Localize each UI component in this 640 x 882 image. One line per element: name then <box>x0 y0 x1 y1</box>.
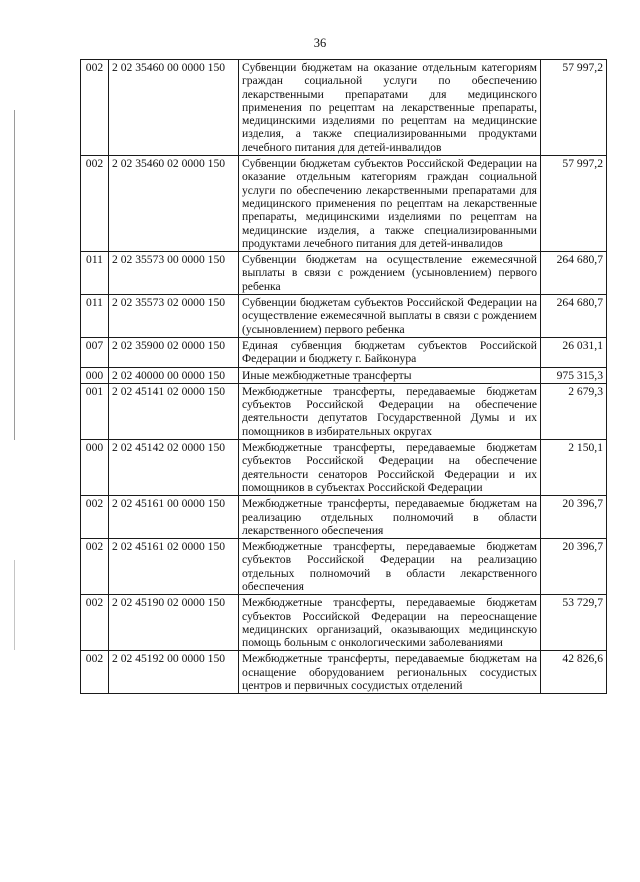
table-row <box>81 595 607 651</box>
amount-cell: 20 396,7 <box>541 539 607 595</box>
amount-cell: 26 031,1 <box>541 337 607 367</box>
income-name-cell: Иные межбюджетные трансферты <box>239 367 541 383</box>
admin-code-cell: 011 <box>81 252 109 295</box>
amount-cell: 20 396,7 <box>541 496 607 539</box>
income-name-cell: Субвенции бюджетам на осуществление ежемесячной выплаты в связи с рождением (усыновлением) первого ребенка <box>239 252 541 295</box>
income-name-cell: Межбюджетные трансферты, передаваемые бюджетам на оснащение оборудованием региональных сосудистых центров и первичных сосудистых отделений <box>239 651 541 694</box>
income-name-cell: Субвенции бюджетам субъектов Российской Федерации на осуществление ежемесячной выплаты в связи с рождением (усыновлением) первого ребенка <box>239 295 541 338</box>
amount-cell: 57 997,2 <box>541 156 607 252</box>
admin-code-cell: 000 <box>81 367 109 383</box>
admin-code-cell: 011 <box>81 295 109 338</box>
table-row <box>81 383 607 439</box>
budget-code-cell: 2 02 35900 02 0000 150 <box>109 337 239 367</box>
income-name-cell: Единая субвенция бюджетам субъектов Российской Федерации и бюджету г. Байконура <box>239 337 541 367</box>
budget-code-cell: 2 02 45161 00 0000 150 <box>109 496 239 539</box>
table-row <box>81 60 607 156</box>
admin-code-cell: 002 <box>81 60 109 156</box>
table-row <box>81 496 607 539</box>
income-name-cell: Межбюджетные трансферты, передаваемые бюджетам субъектов Российской Федерации на обеспечение деятельности депутатов Государственной Думы и их помощников в избирательных округах <box>239 383 541 439</box>
admin-code-cell: 007 <box>81 337 109 367</box>
scan-mark-left-lower <box>14 560 15 650</box>
income-name-cell: Межбюджетные трансферты, передаваемые бюджетам на реализацию отдельных полномочий в области лекарственного обеспечения <box>239 496 541 539</box>
income-name-cell: Межбюджетные трансферты, передаваемые бюджетам субъектов Российской Федерации на реализацию отдельных полномочий в области лекарственного обеспечения <box>239 539 541 595</box>
income-name-cell: Субвенции бюджетам на оказание отдельным категориям граждан социальной услуги по обеспечению лекарственными препаратами для медицинского применения по рецептам на лекарственные препараты, медицинскими изделиями по рецептам на медицинские изделия, а также специализированными продуктами лечебного питания для детей-инвалидов <box>239 60 541 156</box>
amount-cell: 57 997,2 <box>541 60 607 156</box>
admin-code-cell: 002 <box>81 156 109 252</box>
amount-cell: 2 679,3 <box>541 383 607 439</box>
budget-code-cell: 2 02 45161 02 0000 150 <box>109 539 239 595</box>
budget-code-cell: 2 02 35460 02 0000 150 <box>109 156 239 252</box>
income-name-cell: Субвенции бюджетам субъектов Российской Федерации на оказание отдельным категориям граждан социальной услуги по обеспечению лекарственными препаратами для медицинского применения по рецептам на лекарственные препараты, медицинскими изделиями по рецептам на медицинские изделия, а также специализированными продуктами лечебного питания для детей-инвалидов <box>239 156 541 252</box>
table-row <box>81 367 607 383</box>
amount-cell: 42 826,6 <box>541 651 607 694</box>
table-row <box>81 295 607 338</box>
amount-cell: 2 150,1 <box>541 440 607 496</box>
table-row <box>81 156 607 252</box>
table-row <box>81 252 607 295</box>
amount-cell: 53 729,7 <box>541 595 607 651</box>
admin-code-cell: 002 <box>81 595 109 651</box>
admin-code-cell: 002 <box>81 496 109 539</box>
budget-table <box>80 59 607 694</box>
table-row <box>81 539 607 595</box>
admin-code-cell: 002 <box>81 539 109 595</box>
page-number: 36 <box>313 36 327 50</box>
amount-cell: 975 315,3 <box>541 367 607 383</box>
table-row <box>81 337 607 367</box>
admin-code-cell: 002 <box>81 651 109 694</box>
budget-code-cell: 2 02 40000 00 0000 150 <box>109 367 239 383</box>
income-name-cell: Межбюджетные трансферты, передаваемые бюджетам субъектов Российской Федерации на переоснащение медицинских организаций, оказывающих медицинскую помощь больным с онкологическими заболеваниями <box>239 595 541 651</box>
budget-code-cell: 2 02 45192 00 0000 150 <box>109 651 239 694</box>
budget-code-cell: 2 02 45141 02 0000 150 <box>109 383 239 439</box>
budget-code-cell: 2 02 35573 02 0000 150 <box>109 295 239 338</box>
budget-code-cell: 2 02 35573 00 0000 150 <box>109 252 239 295</box>
scan-mark-left <box>14 110 15 440</box>
budget-code-cell: 2 02 35460 00 0000 150 <box>109 60 239 156</box>
amount-cell: 264 680,7 <box>541 295 607 338</box>
income-name-cell: Межбюджетные трансферты, передаваемые бюджетам субъектов Российской Федерации на обеспечение деятельности сенаторов Российской Федерации и их помощников в субъектах Российской Федерации <box>239 440 541 496</box>
admin-code-cell: 000 <box>81 440 109 496</box>
budget-code-cell: 2 02 45142 02 0000 150 <box>109 440 239 496</box>
amount-cell: 264 680,7 <box>541 252 607 295</box>
table-row <box>81 651 607 694</box>
budget-code-cell: 2 02 45190 02 0000 150 <box>109 595 239 651</box>
table-row <box>81 440 607 496</box>
admin-code-cell: 001 <box>81 383 109 439</box>
